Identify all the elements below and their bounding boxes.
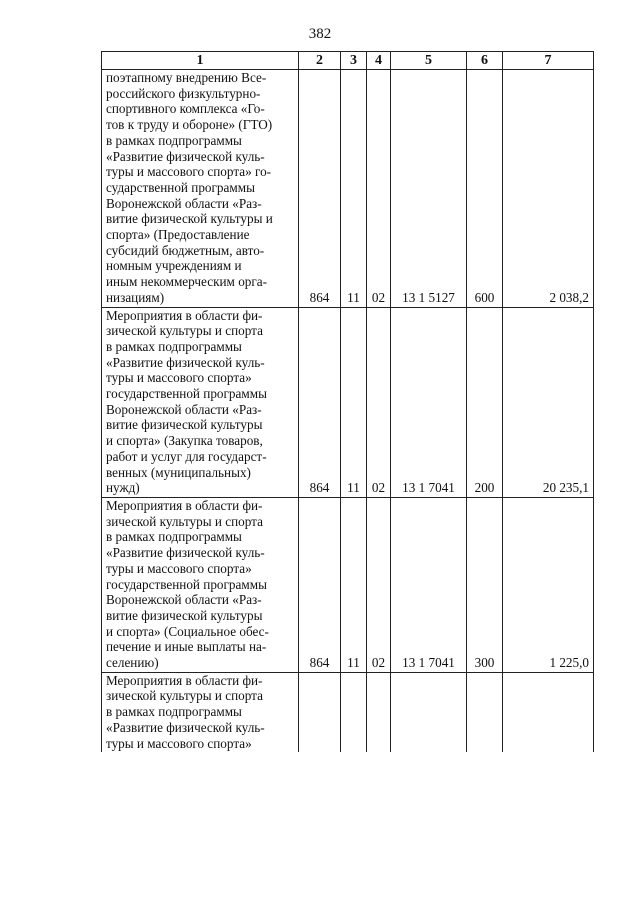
ministry-code [299,672,341,752]
amount: 1 225,0 [503,497,594,672]
expense-type-code: 200 [467,307,503,497]
column-header-5: 5 [391,52,467,70]
expense-type-code: 300 [467,497,503,672]
target-article-code: 13 1 7041 [391,307,467,497]
subsection-code: 02 [367,497,391,672]
amount: 2 038,2 [503,70,594,308]
ministry-code: 864 [299,497,341,672]
column-header-7: 7 [503,52,594,70]
page-number: 382 [308,26,332,42]
section-code [341,672,367,752]
row-description: Мероприятия в области фи- зической культуры и спорта в рамках подпрограммы «Развитие физической куль- туры и массового спорта» государственной программы Воронежской области «Раз- витие физической культуры и спорта» (Закупка товаров, работ и услуг для государст- венных (муниципальных) нужд) [102,307,299,497]
subsection-code [367,672,391,752]
table-row [102,497,594,672]
budget-table [101,51,594,752]
column-header-4: 4 [367,52,391,70]
target-article-code: 13 1 5127 [391,70,467,308]
table-row [102,307,594,497]
ministry-code: 864 [299,70,341,308]
target-article-code [391,672,467,752]
amount: 20 235,1 [503,307,594,497]
ministry-code: 864 [299,307,341,497]
subsection-code: 02 [367,70,391,308]
section-code: 11 [341,70,367,308]
row-description: поэтапному внедрению Все- российского физкультурно- спортивного комплекса «Го- тов к труду и обороне» (ГТО) в рамках подпрограммы «Развитие физической куль- туры и массового спорта» го- сударственной программы Воронежской области «Раз- витие физической культуры и спорта» (Предоставление субсидий бюджетным, авто- номным учреждениям и иным некоммерческим орга- низациям) [102,70,299,308]
expense-type-code [467,672,503,752]
table-header-row [102,52,594,70]
column-header-2: 2 [299,52,341,70]
table-row [102,672,594,752]
section-code: 11 [341,497,367,672]
target-article-code: 13 1 7041 [391,497,467,672]
expense-type-code: 600 [467,70,503,308]
row-description: Мероприятия в области фи- зической культуры и спорта в рамках подпрограммы «Развитие физической куль- туры и массового спорта» государственной программы Воронежской области «Раз- витие физической культуры и спорта» (Социальное обес- печение и иные выплаты на- селению) [102,497,299,672]
column-header-3: 3 [341,52,367,70]
row-description: Мероприятия в области фи- зической культуры и спорта в рамках подпрограммы «Развитие физической куль- туры и массового спорта» [102,672,299,752]
subsection-code: 02 [367,307,391,497]
section-code: 11 [341,307,367,497]
column-header-1: 1 [102,52,299,70]
amount [503,672,594,752]
table-row [102,70,594,308]
column-header-6: 6 [467,52,503,70]
